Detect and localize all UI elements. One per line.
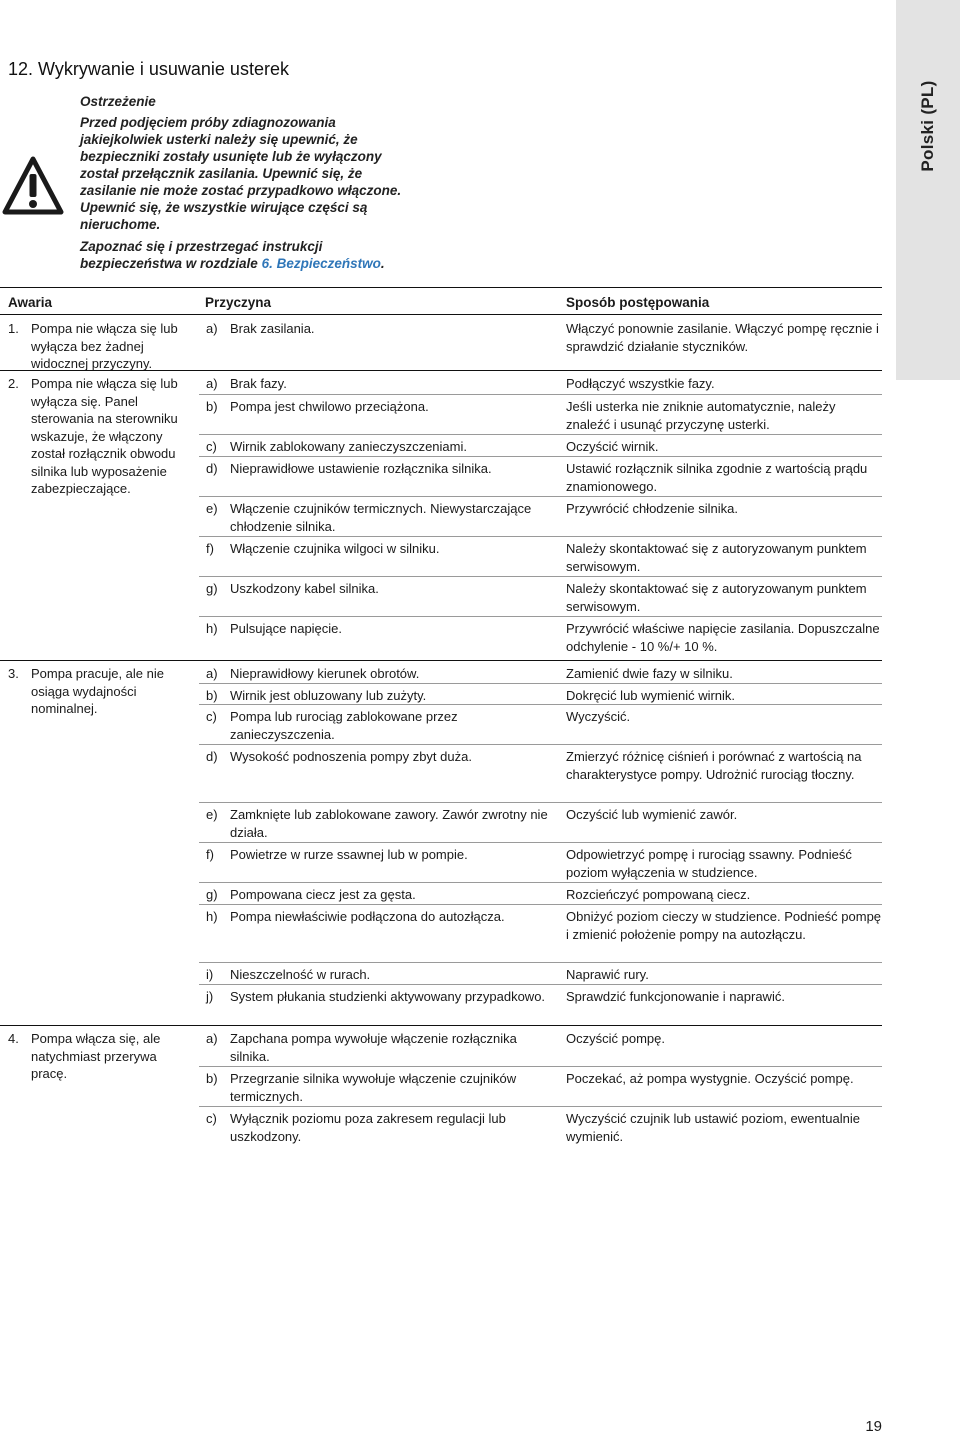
remedy-cell: Obniżyć poziom cieczy w studzience. Podnieść pompę i zmienić położenie pompy na autozłączu. <box>566 909 882 942</box>
cause-cell <box>206 580 556 598</box>
cause-text: Pompa jest chwilowo przeciążona. <box>230 399 429 414</box>
cause-letter: h) <box>206 621 218 636</box>
cause-cell <box>206 375 556 393</box>
cause-text: Pompowana ciecz jest za gęsta. <box>230 887 416 902</box>
cause-letter: b) <box>206 1071 218 1086</box>
remedy-cell: Przywrócić chłodzenie silnika. <box>566 501 738 516</box>
row-separator <box>199 882 882 883</box>
group-separator <box>0 370 882 371</box>
cause-cell <box>206 438 556 456</box>
cause-letter: j) <box>206 989 214 1004</box>
cause-cell <box>206 846 556 864</box>
remedy-cell: Dokręcić lub wymienić wirnik. <box>566 688 736 703</box>
row-separator <box>199 842 882 843</box>
cause-cell <box>206 460 556 478</box>
fault-cell <box>8 1030 194 1083</box>
cause-cell <box>206 398 556 416</box>
row-separator <box>199 496 882 497</box>
cause-text: Wirnik zablokowany zanieczyszczeniami. <box>230 439 467 454</box>
cause-cell <box>206 1030 556 1065</box>
remedy-cell: Oczyścić lub wymienić zawór. <box>566 807 738 822</box>
warning-title: Ostrzeżenie <box>80 94 156 109</box>
group-separator <box>0 1025 882 1026</box>
cause-cell <box>206 1070 556 1105</box>
fault-text: Pompa pracuje, ale nie osiąga wydajności nominalnej. <box>31 666 164 716</box>
cause-cell <box>206 966 556 984</box>
remedy-cell: Zamienić dwie fazy w silniku. <box>566 666 733 681</box>
remedy-cell: Ustawić rozłącznik silnika zgodnie z wartością prądu znamionowego. <box>566 461 868 494</box>
warning-reference-text: Zapoznać się i przestrzegać instrukcji bezpieczeństwa w rozdziale <box>80 239 323 271</box>
warning-body: Przed podjęciem próby zdiagnozowania jakiejkolwiek usterki należy się upewnić, że bezpieczniki zostały usunięte lub że wyłączony został przełącznik zasilania. Upewnić się, że zasilanie nie może zostać przypadkowo włączone. Upewnić się, że wszystkie wirujące części są nieruchome. <box>80 115 402 232</box>
remedy-cell: Oczyścić wirnik. <box>566 439 659 454</box>
cause-cell <box>206 806 556 841</box>
remedy-cell: Zmierzyć różnicę ciśnień i porównać z wartością na charakterystyce pompy. Udrożnić rurociąg tłoczny. <box>566 749 862 782</box>
cause-text: Wyłącznik poziomu poza zakresem regulacji lub uszkodzony. <box>230 1111 506 1144</box>
warning-reference-end: . <box>380 256 385 271</box>
cause-cell <box>206 320 556 338</box>
cause-letter: c) <box>206 709 217 724</box>
cause-letter: i) <box>206 967 214 982</box>
cause-letter: a) <box>206 376 218 391</box>
cause-cell <box>206 748 556 766</box>
fault-cell <box>8 665 194 718</box>
cause-text: Przegrzanie silnika wywołuje włączenie czujników termicznych. <box>230 1071 517 1104</box>
cause-cell <box>206 988 556 1006</box>
cause-text: Brak zasilania. <box>230 321 315 336</box>
remedy-cell: Odpowietrzyć pompę i rurociąg ssawny. Podnieść poziom wyłączenia w studzience. <box>566 847 852 880</box>
language-tab <box>896 0 960 380</box>
cause-text: Zamknięte lub zablokowane zawory. Zawór zwrotny nie działa. <box>230 807 548 840</box>
header-fault: Awaria <box>8 295 53 310</box>
cause-letter: a) <box>206 1031 218 1046</box>
fault-text: Pompa nie włącza się lub wyłącza bez żadnej widocznej przyczyny. <box>31 321 178 371</box>
fault-number: 3. <box>8 666 19 681</box>
cause-cell <box>206 665 556 683</box>
warning-reference <box>80 238 420 272</box>
cause-letter: g) <box>206 581 218 596</box>
cause-text: Pompa niewłaściwie podłączona do autozłącza. <box>230 909 505 924</box>
fault-cell <box>8 375 194 498</box>
cause-letter: h) <box>206 909 218 924</box>
row-separator <box>199 616 882 617</box>
cause-text: Włączenie czujnika wilgoci w silniku. <box>230 541 440 556</box>
cause-cell <box>206 687 556 705</box>
cause-cell <box>206 708 556 743</box>
row-separator <box>199 904 882 905</box>
row-separator <box>199 744 882 745</box>
section-title: 12. Wykrywanie i usuwanie usterek <box>8 59 289 79</box>
remedy-cell: Należy skontaktować się z autoryzowanym punktem serwisowym. <box>566 581 867 614</box>
cause-text: Zapchana pompa wywołuje włączenie rozłącznika silnika. <box>230 1031 517 1064</box>
cause-cell <box>206 1110 556 1145</box>
cause-text: Włączenie czujników termicznych. Niewystarczające chłodzenie silnika. <box>230 501 532 534</box>
cause-letter: e) <box>206 807 218 822</box>
cause-letter: b) <box>206 688 218 703</box>
cause-text: Pulsujące napięcie. <box>230 621 343 636</box>
row-separator <box>199 576 882 577</box>
remedy-cell: Wyczyścić. <box>566 709 631 724</box>
row-separator <box>199 802 882 803</box>
remedy-cell: Naprawić rury. <box>566 967 649 982</box>
remedy-cell: Należy skontaktować się z autoryzowanym punktem serwisowym. <box>566 541 867 574</box>
header-cause: Przyczyna <box>205 295 272 310</box>
cause-letter: d) <box>206 461 218 476</box>
fault-number: 1. <box>8 321 19 336</box>
fault-text: Pompa nie włącza się lub wyłącza się. Panel sterowania na sterowniku wskazuje, że włączony został rozłącznik obwodu silnika lub wyposażenie zabezpieczające. <box>31 376 178 496</box>
remedy-cell: Oczyścić pompę. <box>566 1031 665 1046</box>
cause-cell <box>206 500 556 535</box>
cause-cell <box>206 886 556 904</box>
remedy-cell: Przywrócić właściwe napięcie zasilania. Dopuszczalne odchylenie - 10 %/+ 10 %. <box>566 621 880 654</box>
cause-letter: a) <box>206 321 218 336</box>
cause-cell <box>206 908 556 926</box>
table-header <box>0 287 882 314</box>
row-separator <box>199 984 882 985</box>
cause-text: Powietrze w rurze ssawnej lub w pompie. <box>230 847 468 862</box>
group-separator <box>0 660 882 661</box>
cause-letter: f) <box>206 541 214 556</box>
cause-letter: d) <box>206 749 218 764</box>
fault-number: 4. <box>8 1031 19 1046</box>
language-tab-label: Polski (PL) <box>918 80 937 172</box>
cause-text: Brak fazy. <box>230 376 287 391</box>
remedy-cell: Włączyć ponownie zasilanie. Włączyć pompę ręcznie i sprawdzić działanie styczników. <box>566 321 879 354</box>
header-remedy: Sposób postępowania <box>566 295 710 310</box>
remedy-cell: Podłączyć wszystkie fazy. <box>566 376 715 391</box>
cause-letter: f) <box>206 847 214 862</box>
fault-text: Pompa włącza się, ale natychmiast przerywa pracę. <box>31 1031 161 1081</box>
cause-text: Nieprawidłowe ustawienie rozłącznika silnika. <box>230 461 492 476</box>
cause-text: System płukania studzienki aktywowany przypadkowo. <box>230 989 546 1004</box>
table-header-rule <box>0 314 882 315</box>
remedy-cell: Jeśli usterka nie zniknie automatycznie, należy znaleźć i usunąć przyczynę usterki. <box>566 399 836 432</box>
row-separator <box>199 456 882 457</box>
cause-text: Wysokość podnoszenia pompy zbyt duża. <box>230 749 472 764</box>
row-separator <box>199 1066 882 1067</box>
row-separator <box>199 704 882 705</box>
cause-letter: e) <box>206 501 218 516</box>
row-separator <box>199 1106 882 1107</box>
remedy-cell: Poczekać, aż pompa wystygnie. Oczyścić pompę. <box>566 1071 854 1086</box>
remedy-cell: Rozcieńczyć pompowaną ciecz. <box>566 887 751 902</box>
cause-letter: c) <box>206 439 217 454</box>
remedy-cell: Sprawdzić funkcjonowanie i naprawić. <box>566 989 785 1004</box>
cause-text: Wirnik jest obluzowany lub zużyty. <box>230 688 427 703</box>
cause-text: Nieprawidłowy kierunek obrotów. <box>230 666 420 681</box>
cause-letter: g) <box>206 887 218 902</box>
cause-text: Pompa lub rurociąg zablokowane przez zanieczyszczenia. <box>230 709 458 742</box>
warning-triangle-icon <box>2 156 64 216</box>
cause-letter: a) <box>206 666 218 681</box>
warning-box <box>80 93 420 272</box>
row-separator <box>199 434 882 435</box>
cause-cell <box>206 540 556 558</box>
fault-cell <box>8 320 194 373</box>
fault-number: 2. <box>8 376 19 391</box>
cause-letter: b) <box>206 399 218 414</box>
row-separator <box>199 536 882 537</box>
remedy-cell: Wyczyścić czujnik lub ustawić poziom, ewentualnie wymienić. <box>566 1111 860 1144</box>
cause-cell <box>206 620 556 638</box>
page-number: 19 <box>865 1418 882 1435</box>
row-separator <box>199 962 882 963</box>
row-separator <box>199 683 882 684</box>
cause-text: Nieszczelność w rurach. <box>230 967 371 982</box>
cause-letter: c) <box>206 1111 217 1126</box>
row-separator <box>199 394 882 395</box>
cause-text: Uszkodzony kabel silnika. <box>230 581 379 596</box>
safety-section-link[interactable]: 6. Bezpieczeństwo <box>261 256 381 271</box>
